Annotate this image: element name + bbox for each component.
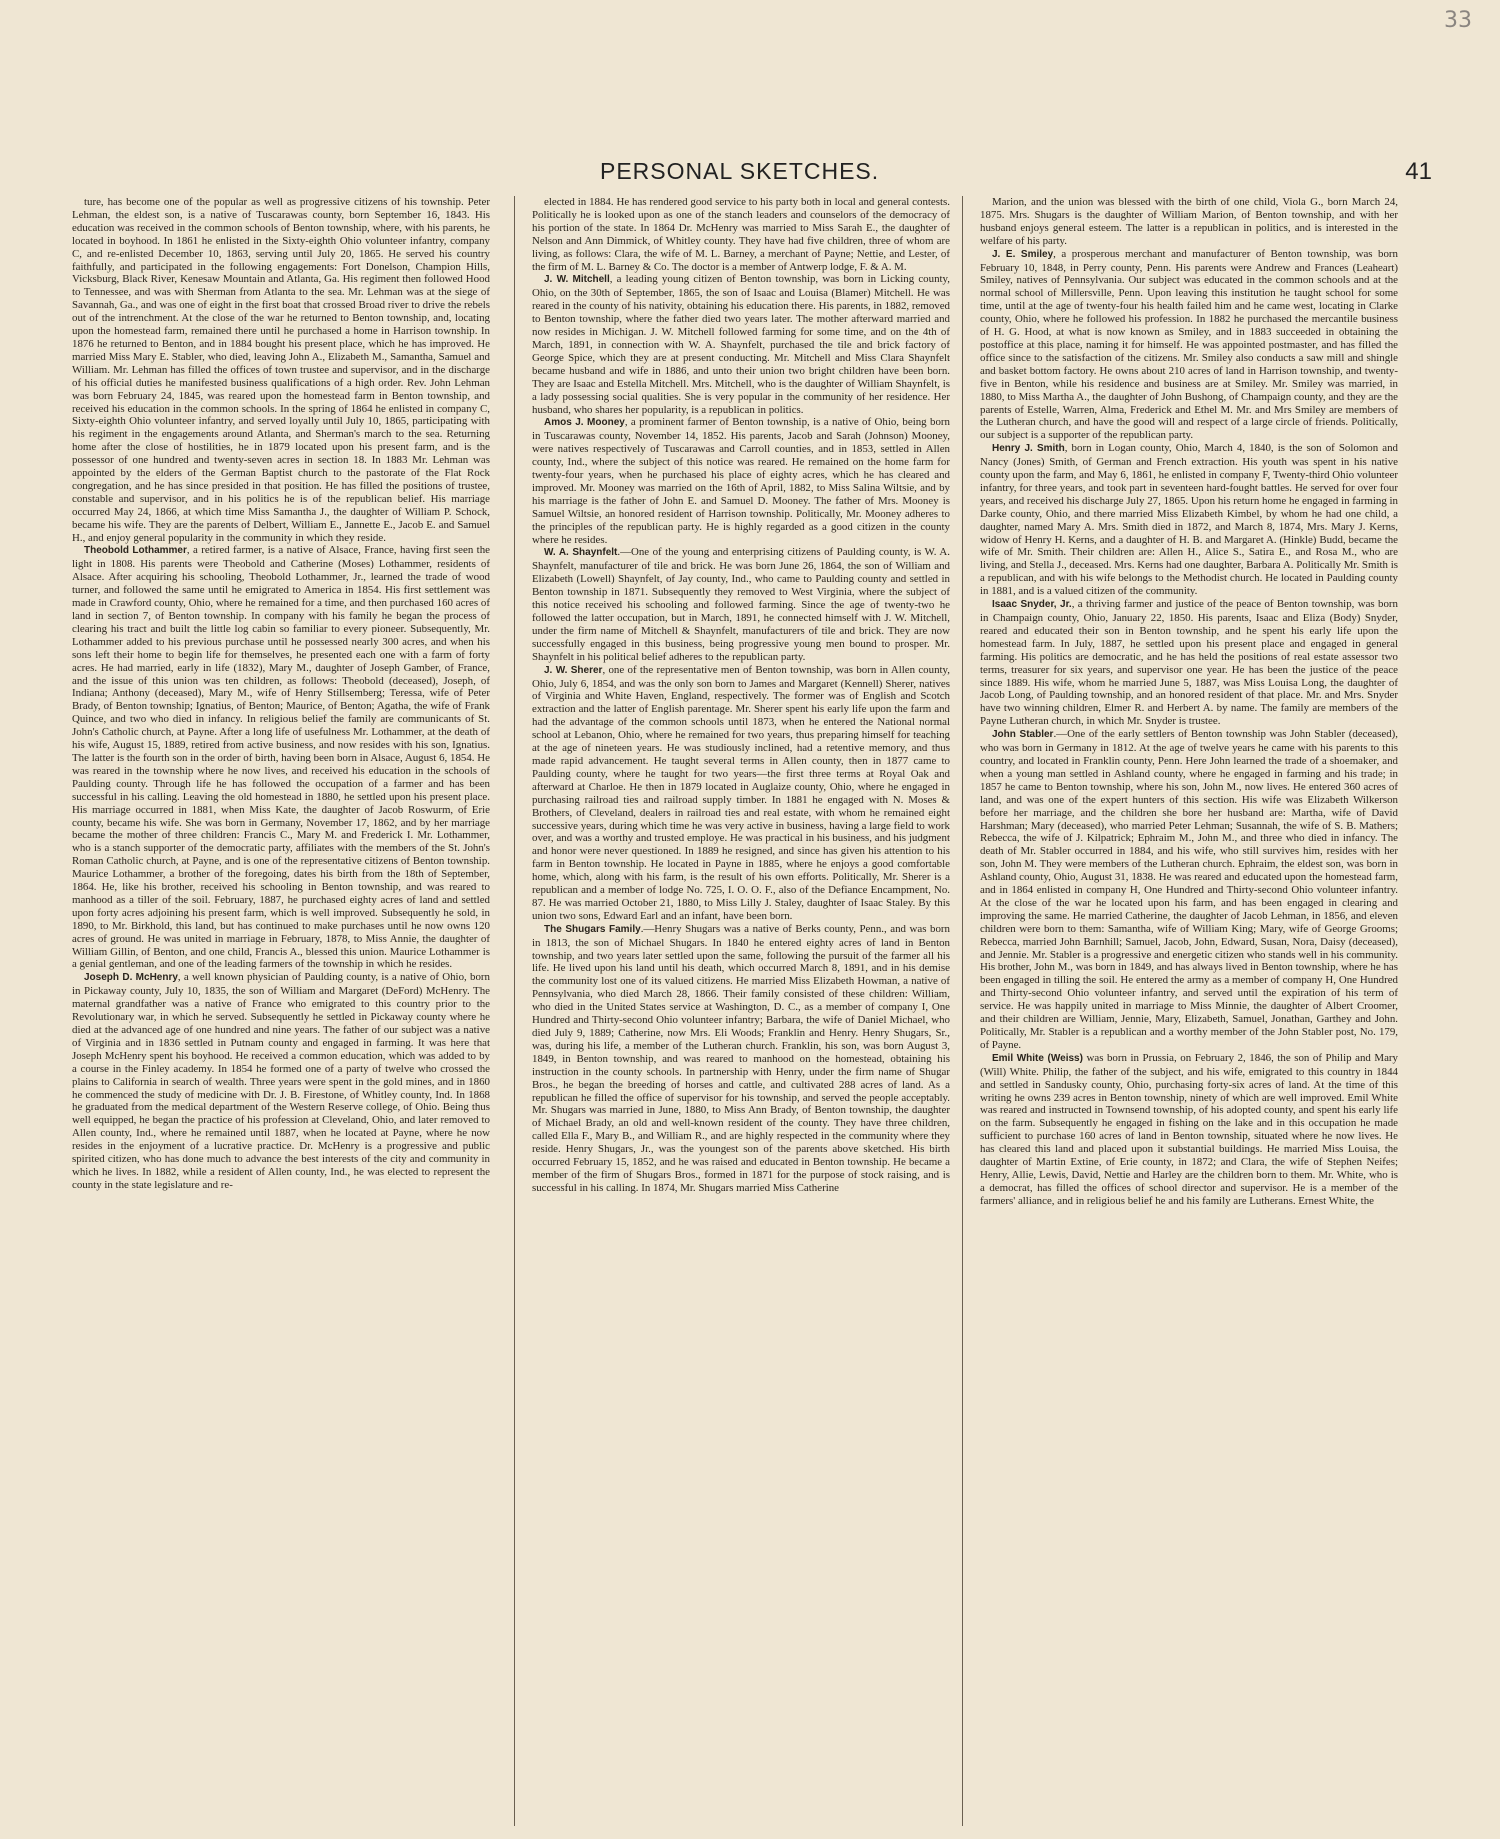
sketch-paragraph bbox=[980, 196, 1398, 248]
sketch-text: , a well known physician of Paulding county, is a native of Ohio, born in Pickaway county, July 10, 1835, the son of William and Margaret (DeFord) McHenry. The maternal grandfather was a native of France who emigrated to this country prior to the Revolutionary war, in which he served. Subsequently he settled in Pickaway county where he died at the advanced age of one hundred and nine years. The father of our subject was a native of Virginia and in 1836 settled in Putnam county and engaged in farming. It was here that Joseph McHenry spent his boyhood. He received a common education, which was added to by a course in the Finley academy. In 1854 he formed one of a party of twelve who crossed the plains to California in search of wealth. Three years were spent in the gold mines, and in 1860 he commenced the study of medicine with Dr. J. B. Firestone, of Whitley county, Ind. In 1868 he graduated from the medical department of the Western Reserve college, of Ohio. Being thus well equipped, he began the practice of his profession at Cleveland, Ohio, and later removed to Allen county, Ind., where he remained until 1887, when he located at Payne, where he now resides in the enjoyment of a lucrative practice. Dr. McHenry is a progressive and public spirited citizen, who has done much to advance the best interests of the city and community in which he lives. In 1882, while a resident of Allen county, Ind., he was elected to represent the county in the state legislature and re- bbox=[72, 971, 490, 1191]
sketch-text: , a leading young citizen of Benton township, was born in Licking county, Ohio, on the 30th of September, 1865, the son of Isaac and Louisa (Blamer) Mitchell. He was reared in the county of his nativity, obtaining his education there. His parents, in 1882, removed to Benton township, where the father died two years later. The mother afterward married and now resides in Michigan. J. W. Mitchell followed farming for some time, and on the 4th of March, 1891, in connection with W. A. Shaynfelt, purchased the tile and brick factory of George Spice, which they are at present conducting. Mr. Mitchell and Miss Clara Shaynfelt became husband and wife in 1886, and unto their union two bright children have been born. They are Isaac and Estella Mitchell. Mrs. Mitchell, who is the daughter of William Shaynfelt, is a lady possessing social qualities. She is very popular in the community of her residence. Her husband, who shares her popularity, is a republican in politics. bbox=[532, 273, 950, 416]
sketch-text: , a retired farmer, is a native of Alsace, France, having first seen the light in 1808. His parents were Theobold and Catherine (Moses) Lothammer, residents of Alsace. After acquiring his schooling, Theobold Lothammer, Jr., learned the trade of wood turner, and followed the same until he emigrated to America in 1854. His first settlement was made in Crawford county, Ohio, where he remained for a time, and then purchased 160 acres of land in section 7, of Benton township. In company with his family he began the process of clearing his tract and built the little log cabin so familiar to every pioneer. Subsequently, Mr. Lothammer added to his previous purchase until he possessed nearly 300 acres, and when his sons left their home to begin life for themselves, he presented each one with a farm of forty acres. He had married, early in life (1832), Mary M., daughter of Joseph Gamber, of France, and the issue of this union was ten children, as follows: Theobold (deceased), Joseph, of Indiana; Anthony (deceased), Mary M., wife of Henry Stillsemberg; Teressa, wife of Peter Brady, of Benton township; Ignatius, of Benton; Maurice, of Benton; Agatha, the wife of Frank Quince, and two who died in infancy. In religious belief the family are communicants of St. John's Catholic church, at Payne. After a long life of usefulness Mr. Lothammer, at the death of his wife, August 15, 1889, retired from active business, and now resides with his son, Ignatius. The latter is the fourth son in the order of birth, having been born in Alsace, August 6, 1854. He was reared in the township where he now lives, and received his education in the schools of Paulding county. Through life he has followed the occupation of a farmer and has been successful in his calling. Leaving the old homestead in 1880, he settled upon his present place. His marriage occurred in 1881, when Miss Kate, the daughter of Jacob Roswurm, of Erie county, became his wife. She was born in Germany, November 17, 1862, and by her marriage became the mother of three children: Francis C., Mary M. and Frederick I. Mr. Lothammer, who is a stanch supporter of the democratic party, affiliates with the members of the St. John's Roman Catholic church, at Payne, and is one of the representative citizens of Benton township. Maurice Lothammer, a brother of the foregoing, dates his birth from the 18th of September, 1864. He, like his brother, received his schooling in Benton township, and was reared to manhood as a tiller of the soil. February, 1887, he purchased eighty acres of land and settled upon forty acres adjoining his present farm, which is well improved. Subsequently he sold, in 1890, to Mr. Birkhold, this land, but has continued to make purchases until he now owns 120 acres of ground. He was united in marriage in February, 1878, to Miss Annie, the daughter of William Gillin, of Benton, and one child, Francis A., blessed this union. Maurice Lothammer is a genial gentleman, and one of the leading farmers of the township in which he resides. bbox=[72, 544, 490, 971]
page-number: 41 bbox=[1405, 158, 1432, 185]
sketch-text: , a prominent farmer of Benton township, is a native of Ohio, being born in Tuscarawas county, November 14, 1852. His parents, Jacob and Sarah (Johnson) Mooney, were natives respectively of Tuscarawas and Carroll counties, and in 1853, settled in Allen county, Ind., where the subject of this notice was reared. He remained on the home farm for twenty-four years, when he purchased his place of eighty acres, which he has cleared and improved. Mr. Mooney was married on the 16th of April, 1882, to Miss Salina Wiltsie, and by his marriage is the father of John E. and Samuel D. Mooney. The father of Mrs. Mooney is Samuel Wiltsie, an honored resident of Harrison township. Politically, Mr. Mooney adheres to the principles of the republican party. He is highly regarded as a good citizen in the county where he resides. bbox=[532, 416, 950, 546]
sketch-text: , a prosperous merchant and manufacturer of Benton township, was born February 10, 1848, in Perry county, Penn. His parents were Andrew and Frances (Leaheart) Smiley, natives of Pennsylvania. Our subject was educated in the common schools and at the normal school of Millersville, Penn. Upon leaving this institution he taught school for some time, until at the age of twenty-four his health failed him and he came west, locating in Clarke county, Ohio, where he followed his profession. In 1882 he purchased the mercantile business of H. G. Hood, at what is now known as Smiley, and in 1883 succeeded in obtaining the postoffice at this place, naming it for himself. He was appointed postmaster, and has filled the office since to the satisfaction of the citizens. Mr. Smiley also conducts a saw mill and shingle and basket bottom factory. He owns about 210 acres of land in Harrison township, and twenty-five in Benton, while his residence and business are at Smiley. Mr. Smiley was married, in 1880, to Miss Martha A., the daughter of John Bushong, of Champaign county, and they are the parents of Estelle, Warren, Alma, Frederick and Ethel M. Mr. and Mrs Smiley are members of the Lutheran church, and have the good will and respect of a large circle of friends. Politically, our subject is a supporter of the republican party. bbox=[980, 247, 1398, 442]
person-name: Emil White (Weiss) bbox=[992, 1052, 1083, 1064]
sketch-paragraph bbox=[980, 442, 1398, 598]
column-divider bbox=[514, 196, 515, 1826]
sketch-text: Marion, and the union was blessed with the birth of one child, Viola G., born March 24, 1875. Mrs. Shugars is the daughter of William Marion, of Benton township, and with her husband enjoys general esteem. The latter is a republican in politics, and is interested in the welfare of his party. bbox=[980, 196, 1398, 247]
person-name: Theobold Lothammer bbox=[84, 545, 187, 557]
sketch-paragraph bbox=[980, 1052, 1398, 1208]
person-name: The Shugars Family bbox=[544, 923, 641, 935]
person-name: J. E. Smiley bbox=[992, 248, 1054, 260]
sketch-text: , born in Logan county, Ohio, March 4, 1840, is the son of Solomon and Nancy (Jones) Smith, of German and French extraction. His youth was spent in his native county upon the farm, and May 6, 1861, he enlisted in company F, Twenty-third Ohio volunteer infantry, for three years, and took part in seventeen hard-fought battles. He served for over four years, and received his discharge July 27, 1865. Upon his return home he engaged in farming in Darke county, Ohio, and there married Miss Elizabeth Kimbel, by whom he had one child, a daughter, named Mary A. Mrs. Smith died in 1872, and March 8, 1874, Mrs. Mary J. Kerns, widow of Henry H. Kerns, and a daughter of H. B. and Margaret A. (Hinkle) Budd, became the wife of Mr. Smith. Their children are: Allen H., Alice S., Satira E., and Rosa M., who are living, and Stella J., deceased. Mrs. Kerns had one daughter, Barbara A. Politically Mr. Smith is a republican, and with his wife belongs to the Methodist church. He located in Paulding county in 1881, and is a valued citizen of the community. bbox=[980, 442, 1398, 598]
sketch-paragraph bbox=[72, 196, 490, 544]
sketch-paragraph bbox=[532, 664, 950, 923]
person-name: J. W. Mitchell bbox=[544, 274, 610, 286]
person-name: John Stabler bbox=[992, 729, 1054, 741]
sketch-text: , one of the representative men of Benton township, was born in Allen county, Ohio, July 6, 1854, and was the only son born to James and Margaret (Kennell) Sherer, natives of Virginia and White Haven, England, respectively. The former was of English and Scotch extraction and the latter of English parentage. Mr. Sherer spent his early life upon the farm and had the advantage of the common schools until 1873, when he entered the National normal school at Lebanon, Ohio, where he remained for two years, thus preparing himself for teaching at the age of nineteen years. He was studiously inclined, had a retentive memory, and thus made rapid advancement. He taught several terms in Allen county, then in 1877 came to Paulding county, where he taught for two years—the first three terms at Royal Oak and afterward at Charloe. He then in 1879 located in Auglaize county, Ohio, where he engaged in purchasing railroad ties and railroad supply timber. In 1881 he engaged with N. Moses & Brothers, of Cleveland, dealers in railroad ties and real estate, with whom he remained eight successive years, during which time he was very active in business, having a large field to work over, and was a worthy and trusted employe. He was practical in his business, and his judgment and honor were never questioned. In 1889 he resigned, and since has given his attention to his farm in Benton township. He located in Payne in 1885, where he enjoys a good comfortable home, which, along with his farm, is the result of his own efforts. Politically, Mr. Sherer is a republican and a member of lodge No. 725, I. O. O. F., also of the Defiance Encampment, No. 87. He was married October 21, 1880, to Miss Lilly J. Staley, daughter of Isaac Staley. By this union two sons, Edward Earl and an infant, have been born. bbox=[532, 663, 950, 922]
person-name: Isaac Snyder, Jr. bbox=[992, 599, 1072, 611]
page-corner-mark: 33 bbox=[1444, 8, 1472, 33]
person-name: Henry J. Smith bbox=[992, 443, 1065, 455]
sketch-paragraph bbox=[532, 196, 950, 273]
sketch-paragraph bbox=[532, 923, 950, 1195]
sketch-paragraph bbox=[980, 598, 1398, 728]
person-name: Joseph D. McHenry bbox=[84, 972, 178, 984]
person-name: Amos J. Mooney bbox=[544, 417, 625, 429]
text-column-1 bbox=[72, 196, 490, 1826]
person-name: J. W. Sherer bbox=[544, 664, 603, 676]
sketch-paragraph bbox=[532, 416, 950, 546]
sketch-text: , a thriving farmer and justice of the peace of Benton township, was born in Champaign county, Ohio, January 22, 1850. His parents, Isaac and Eliza (Body) Snyder, reared and educated their son in Benton township, and he spent his early life upon the homestead farm. In July, 1887, he settled upon his present place and engaged in general farming. His politics are democratic, and he has held the positions of real estate assessor two terms, treasurer for six years, and supervisor one year. He has been the justice of the peace since 1889. His wife, whom he married June 5, 1887, was Miss Louisa Long, the daughter of Jacob Long, of Paulding township, and an honored resident of that place. Mr. and Mrs. Snyder have two winning children, Elmer R. and Herbert A. by name. The family are members of the Payne Lutheran church, in which Mr. Snyder is trustee. bbox=[980, 598, 1398, 728]
sketch-text: .—Henry Shugars was a native of Berks county, Penn., and was born in 1813, the son of Michael Shugars. In 1840 he entered eighty acres of land in Benton township, and two years later settled upon the same, following the pursuit of the farmer all his life. He lived upon his land until his death, which occurred March 8, 1891, and in his demise the community lost one of its valued citizens. He married Miss Elizabeth Howman, a native of Pennsylvania, who died March 28, 1866. Their family consisted of these children: William, who died in the United States service at Washington, D. C., as a member of company I, One Hundred and Thirty-second Ohio volunteer infantry; Barbara, the wife of Daniel Michael, who died July 9, 1889; Catherine, now Mrs. Eli Woods; Franklin and Henry. Henry Shugars, Sr., was, during his life, a member of the Lutheran church. Franklin, his son, was born August 3, 1849, in Benton township, and was reared to manhood on the homestead, obtaining his instruction in the county schools. In partnership with Henry, under the firm name of Shugar Bros., he began the breeding of horses and cattle, and cultivated 288 acres of land. As a republican he filled the office of supervisor for his township, and served the people acceptably. Mr. Shugars was married in June, 1880, to Miss Ann Brady, of Benton township, the daughter of Michael Brady, an old and well-known resident of the county. They have three children, called Ella F., Mary B., and William R., and are highly respected in the community where they reside. Henry Shugars, Jr., was the youngest son of the parents above sketched. His birth occurred February 15, 1852, and he was raised and educated in Benton township. He became a member of the firm of Shugars Bros., formed in 1871 for the purpose of stock raising, and is successful in his calling. In 1874, Mr. Shugars married Miss Catherine bbox=[532, 922, 950, 1194]
text-column-2 bbox=[532, 196, 950, 1826]
page-header-title: PERSONAL SKETCHES. bbox=[600, 158, 880, 184]
sketch-text: elected in 1884. He has rendered good service to his party both in local and general contests. Politically he is looked upon as one of the stanch leaders and counselors of the democracy of his portion of the state. In 1864 Dr. McHenry was married to Miss Sarah E., the daughter of Nelson and Ann Dimmick, of Whitley county. They have had five children, three of whom are living, as follows: Clara, the wife of M. L. Barney, a merchant of Payne; Nettie, and Lester, of the firm of M. L. Barney & Co. The doctor is a member of Antwerp lodge, F. & A. M. bbox=[532, 196, 950, 273]
sketch-text: .—One of the young and enterprising citizens of Paulding county, is W. A. Shaynfelt, manufacturer of tile and brick. He was born June 26, 1864, the son of William and Elizabeth (Lowell) Shaynfelt, of Jay county, Ind., who came to Paulding county and settled in Benton township in 1871. Subsequently they removed to West Virginia, where the subject of this notice received his schooling and followed farming. Since the age of twenty-two he followed the latter occupation, but in March, 1891, he connected himself with J. W. Mitchell, under the firm name of Mitchell & Shaynfelt, manufacturers of tile and brick. They are now successfully engaged in this business, being progressive young men bound to prosper. Mr. Shaynfelt in his political belief adheres to the republican party. bbox=[532, 546, 950, 663]
person-name: W. A. Shaynfelt bbox=[544, 547, 618, 559]
text-column-3 bbox=[980, 196, 1398, 1826]
sketch-paragraph bbox=[980, 248, 1398, 443]
sketch-paragraph bbox=[532, 546, 950, 663]
sketch-text: was born in Prussia, on February 2, 1846, the son of Philip and Mary (Will) White. Philip, the father of the subject, and his wife, emigrated to this country in 1844 and settled in Sandusky county, Ohio, purchasing forty-six acres of land. At the time of this writing he owns 239 acres in Benton township, ninety of which are well improved. Emil White was reared and instructed in Townsend township, of his adopted county, and spent his early life on the farm. Subsequently he engaged in fishing on the lake and in this occupation he made sufficient to purchase 160 acres of land in Benton township, situated where he now lives. He has cleared this land and placed upon it substantial buildings. He married Miss Louisa, the daughter of Martin Extine, of Erie county, in 1872; and Clara, the wife of Stephen Neifes; Henry, Allie, Lewis, David, Nettie and Harley are the children born to them. Mr. White, who is a democrat, has filled the offices of school director and supervisor. He is a member of the farmers' alliance, and in religious belief he and his family are Lutherans. Ernest White, the bbox=[980, 1051, 1398, 1207]
sketch-text: .—One of the early settlers of Benton township was John Stabler (deceased), who was born in Germany in 1812. At the age of twelve years he came with his parents to this country, and located in Franklin county, Penn. Here John learned the trade of a shoemaker, and when a young man settled in Ashland county, where he engaged in farming and his trade; in 1857 he came to Benton township, where his son, John M., now lives. He entered 360 acres of land, and was one of the expert hunters of this section. His wife was Elizabeth Wilkerson before her marriage, and the children she bore her husband are: Martha, wife of David Harshman; Mary (deceased), who married Peter Lehman; Susannah, the wife of S. B. Mathers; Rebecca, the wife of J. Kilpatrick; Ephraim M., John M., and three who died in infancy. The death of Mr. Stabler occurred in 1884, and his wife, who still survives him, resides with her son, John M. They were members of the Lutheran church. Ephraim, the eldest son, was born in Ashland county, Ohio, August 31, 1838. He was reared and educated upon the homestead farm, and in 1864 enlisted in company H, One Hundred and Thirty-second Ohio volunteer infantry. At the close of the war he located upon his farm, and has been engaged in clearing and improving the same. He married Catherine, the daughter of Jacob Lehman, in 1856, and eleven children were born to them: Samantha, wife of William King; Mary, wife of George Grooms; Rebecca, married John Barnhill; Samuel, Jacob, John, Edward, Susan, Nora, Daisy (deceased), and Jennie. Mr. Stabler is a progressive and energetic citizen who stands well in his community. His brother, John M., was born in 1849, and has always lived in Benton township, where he has been engaged in tilling the soil. He entered the army as a member of company H, One Hundred and Thirty-second Ohio volunteer infantry, and served until the expiration of his term of service. He was happily united in marriage to Miss Minnie, the daughter of Albert Croomer, and their children are William, Jennie, Mary, Elizabeth, Samuel, Jonathan, Garthey and John. Politically, Mr. Stabler is a republican and a worthy member of the John Stabler post, No. 179, of Payne. bbox=[980, 728, 1398, 1051]
column-divider bbox=[962, 196, 963, 1826]
sketch-text: ture, has become one of the popular as well as progressive citizens of his township. Peter Lehman, the eldest son, is a native of Tuscarawas county, born September 16, 1843. His education was received in the common schools of Benton township, where, with his parents, he located in boyhood. In 1861 he enlisted in the Sixty-eighth Ohio volunteer infantry, company C, and re-enlisted December 10, 1863, serving until July 20, 1865. He served his country faithfully, and participated in the following engagements: Fort Donelson, Champion Hills, Vicksburg, Black River, Kenesaw Mountain and Atlanta, Ga. His regiment then followed Hood to Tennessee, and was with Sherman from Atlanta to the sea. Mr. Lehman was at the siege of Savannah, Ga., and was one of eight in the first boat that crossed Broad river to drive the rebels out of the intrenchment. At the close of the war he returned to Benton township, and, locating upon the homestead farm, remained there until he purchased a home in Harrison township. In 1876 he returned to Benton, and in 1884 bought his present place, which he has improved. He married Miss Mary E. Stabler, who died, leaving John A., Elizabeth M., Samantha, Samuel and William. Mr. Lehman has filled the offices of town trustee and supervisor, and in the discharge of his official duties he manifested business qualifications of a high order. Rev. John Lehman was born February 24, 1845, was reared upon the homestead farm in Benton township, and received his education in the common schools. In the spring of 1864 he enlisted in company C, Sixty-eighth Ohio volunteer infantry, and served loyally until July 10, 1865, participating with his regiment in the engagements around Atlanta, and Sherman's march to the sea. Returning home after the close of hostilities, he in 1879 located upon his present farm, and is the possessor of one hundred and twenty-seven acres in section 18. In 1883 Mr. Lehman was appointed by the elders of the German Baptist church to the pastorate of the Flat Rock congregation, and he has since presided in that position. He has filled the positions of trustee, constable and supervisor, and in his politics he is of the republican belief. His marriage occurred May 24, 1866, at which time Miss Samantha J., the daughter of William P. Schock, became his wife. They are the parents of Delbert, William E., Jannette E., Jacob E. and Samuel H., and enjoy general popularity in the community in which they reside. bbox=[72, 196, 490, 544]
sketch-paragraph bbox=[532, 273, 950, 416]
sketch-paragraph bbox=[72, 971, 490, 1191]
sketch-paragraph bbox=[72, 544, 490, 971]
sketch-paragraph bbox=[980, 728, 1398, 1052]
